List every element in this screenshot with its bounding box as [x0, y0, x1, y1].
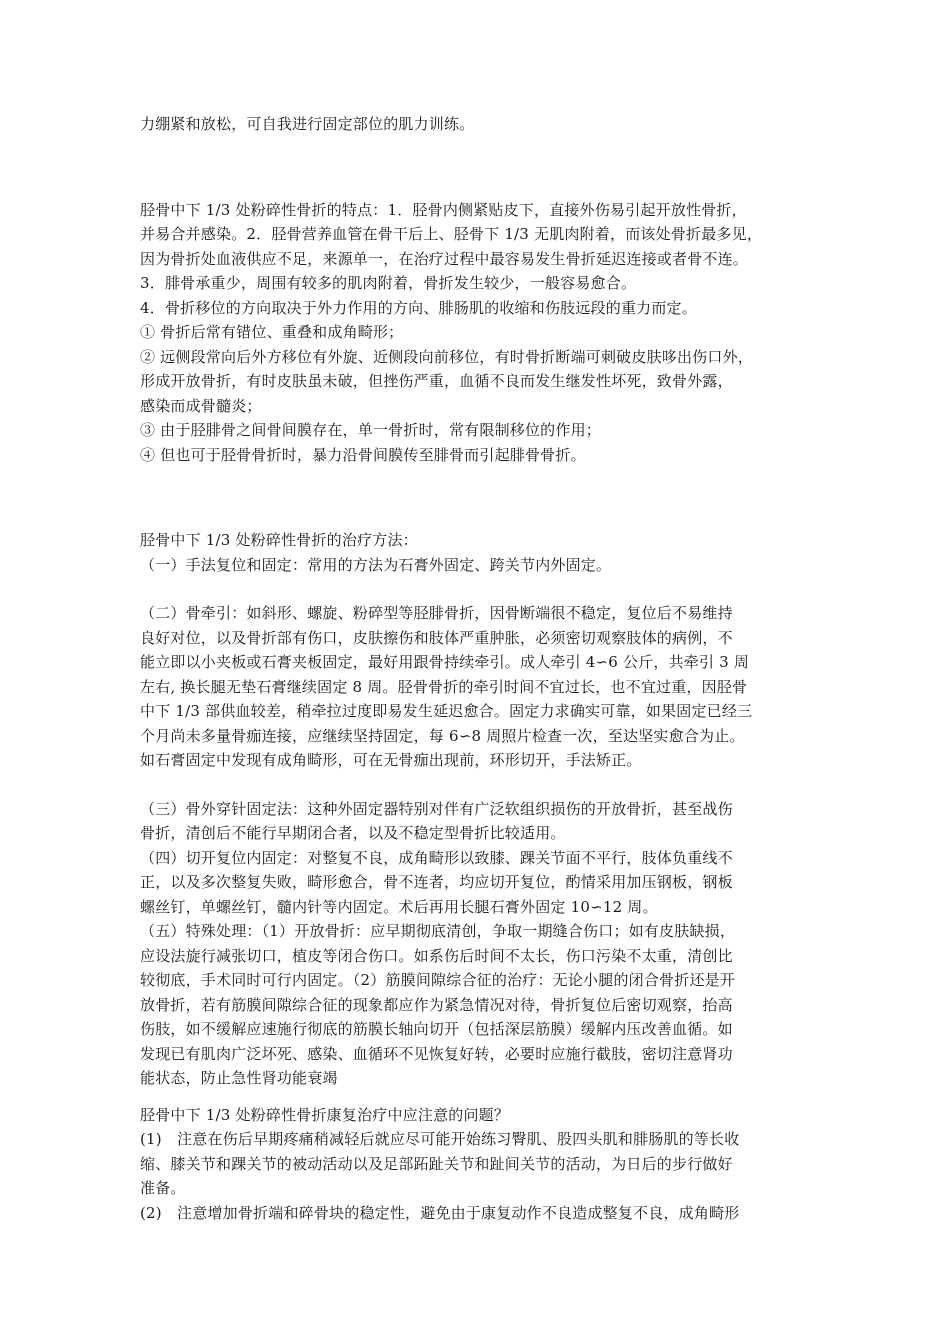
treatment-item-special	[140, 919, 840, 1091]
treatment-item-external-fixation	[140, 797, 840, 846]
treatment-section	[140, 528, 840, 577]
text-line: 并易合并感染。2．胫骨营养血管在骨干后上、胫骨下 1/3 无肌肉附着，而该处骨折最多见，	[140, 225, 763, 243]
text-line: 左右, 换长腿无垫石膏继续固定 8 周。胫骨骨折的牵引时间不宜过长，也不宜过重，因胫骨	[140, 677, 748, 696]
text-line: 骨折，清创后不能行早期闭合者，以及不稳定型骨折比较适用。	[140, 824, 566, 842]
text-line: 伤肢，如不缓解应速施行彻底的筋膜长轴向切开（包括深层筋膜）缓解内压改善血循。如	[140, 1020, 733, 1038]
text-line: 个月尚未多量骨痂连接，应继续坚持固定，每 6∽8 周照片检查一次，至达坚实愈合为止。	[140, 726, 745, 745]
text-line: （一）手法复位和固定：常用的方法为石膏外固定、跨关节内外固定。	[140, 555, 612, 574]
text-line: (2) 注意增加骨折端和碎骨块的稳定性，避免由于康复动作不良造成整复不良，成角畸形	[140, 1203, 740, 1222]
section-heading: 胫骨中下 1/3 处粉碎性骨折的治疗方法：	[140, 531, 418, 549]
text-line: 良好对位，以及骨折部有伤口，皮肤擦伤和肢体严重肿胀，必须密切观察肢体的病例，不	[140, 628, 733, 647]
text-line: 能状态，防止急性肾功能衰竭	[140, 1069, 338, 1087]
text-line: 胫骨中下 1/3 处粉碎性骨折的特点：1．胫骨内侧紧贴皮下，直接外伤易引起开放性骨折，	[140, 200, 747, 219]
text-line: （五）特殊处理：（1）开放骨折：应早期彻底清创，争取一期缝合伤口；如有皮肤缺损，	[140, 922, 736, 940]
text-line: 感染而成骨髓炎；	[140, 396, 262, 415]
text-line: 4．骨折移位的方向取决于外力作用的方向、腓肠肌的收缩和伤肢远段的重力而定。	[140, 298, 697, 317]
text-line: 螺丝钉，单螺丝钉，髓内针等内固定。术后再用长腿石膏外固定 10∽12 周。	[140, 897, 658, 916]
text-line: 放骨折，若有筋膜间隙综合征的现象都应作为紧急情况对待，骨折复位后密切观察，抬高	[140, 995, 733, 1014]
text-line: 较彻底，手术同时可行内固定。（2）筋膜间隙综合征的治疗：无论小腿的闭合骨折还是开	[140, 971, 736, 989]
text-line: （三）骨外穿针固定法：这种外固定器特别对伴有广泛软组织损伤的开放骨折，甚至战伤	[140, 799, 733, 818]
text-line: 因为骨折处血液供应不足，来源单一，在治疗过程中最容易发生骨折延迟连接或者骨不连。	[140, 249, 749, 268]
text-line: ① 骨折后常有错位、重叠和成角畸形；	[140, 323, 404, 341]
text-line: 3．腓骨承重少，周围有较多的肌肉附着，骨折发生较少，一般容易愈合。	[140, 274, 637, 292]
text-line: (1) 注意在伤后早期疼痛稍减轻后就应尽可能开始练习臀肌、股四头肌和腓肠肌的等长收	[140, 1130, 740, 1148]
treatment-item-internal-fixation	[140, 846, 840, 920]
text-line: ② 远侧段常向后外方移位有外旋、近侧段向前移位，有时骨折断端可刺破皮肤哆出伤口外，	[140, 347, 753, 366]
document-page	[140, 112, 840, 1225]
text-line: 正，以及多次整复失败，畸形愈合，骨不连者，均应切开复位，酌情采用加压钢板，钢板	[140, 873, 733, 891]
treatment-item-traction	[140, 601, 840, 773]
text-line: 缩、膝关节和踝关节的被动活动以及足部跖趾关节和趾间关节的活动，为日后的步行做好	[140, 1154, 733, 1173]
text-line: 发现已有肌肉广泛坏死、感染、血循环不见恢复好转，必要时应施行截肢，密切注意肾功	[140, 1044, 733, 1063]
text-line: 应设法旋行减张切口，植皮等闭合伤口。如系伤后时间不太长，伤口污染不太重，清创比	[140, 946, 733, 965]
text-line: ④ 但也可于胫骨骨折时，暴力沿骨间膜传至腓骨而引起腓骨骨折。	[140, 445, 586, 464]
rehab-section	[140, 1103, 840, 1226]
fracture-features-paragraph	[140, 198, 840, 468]
text-line: 力绷紧和放松，可自我进行固定部位的肌力训练。	[140, 115, 475, 133]
text-line: 准备。	[140, 1179, 186, 1197]
text-line: （二）骨牵引：如斜形、螺旋、粉碎型等胫腓骨折，因骨断端很不稳定，复位后不易维持	[140, 604, 733, 622]
text-line: 如石膏固定中发现有成角畸形，可在无骨痂出现前，环形切开，手法矫正。	[140, 751, 642, 769]
text-line: （四）切开复位内固定：对整复不良，成角畸形以致膝、踝关节面不平行，肢体负重线不	[140, 848, 733, 867]
section-heading: 胫骨中下 1/3 处粉碎性骨折康复治疗中应注意的问题？	[140, 1105, 510, 1124]
text-line: 中下 1/3 部供血较差，稍牵拉过度即易发生延迟愈合。固定力求确实可靠，如果固定已经三	[140, 702, 753, 720]
text-line: 形成开放骨折，有时皮肤虽未破，但挫伤严重，血循不良而发生继发性坏死，致骨外露，	[140, 372, 733, 390]
text-line: ③ 由于胫腓骨之间骨间膜存在，单一骨折时，常有限制移位的作用；	[140, 421, 601, 439]
intro-paragraph	[140, 112, 840, 137]
text-line: 能立即以小夹板或石膏夹板固定，最好用跟骨持续牵引。成人牵引 4∽6 公斤，共牵引 3 周	[140, 653, 750, 671]
